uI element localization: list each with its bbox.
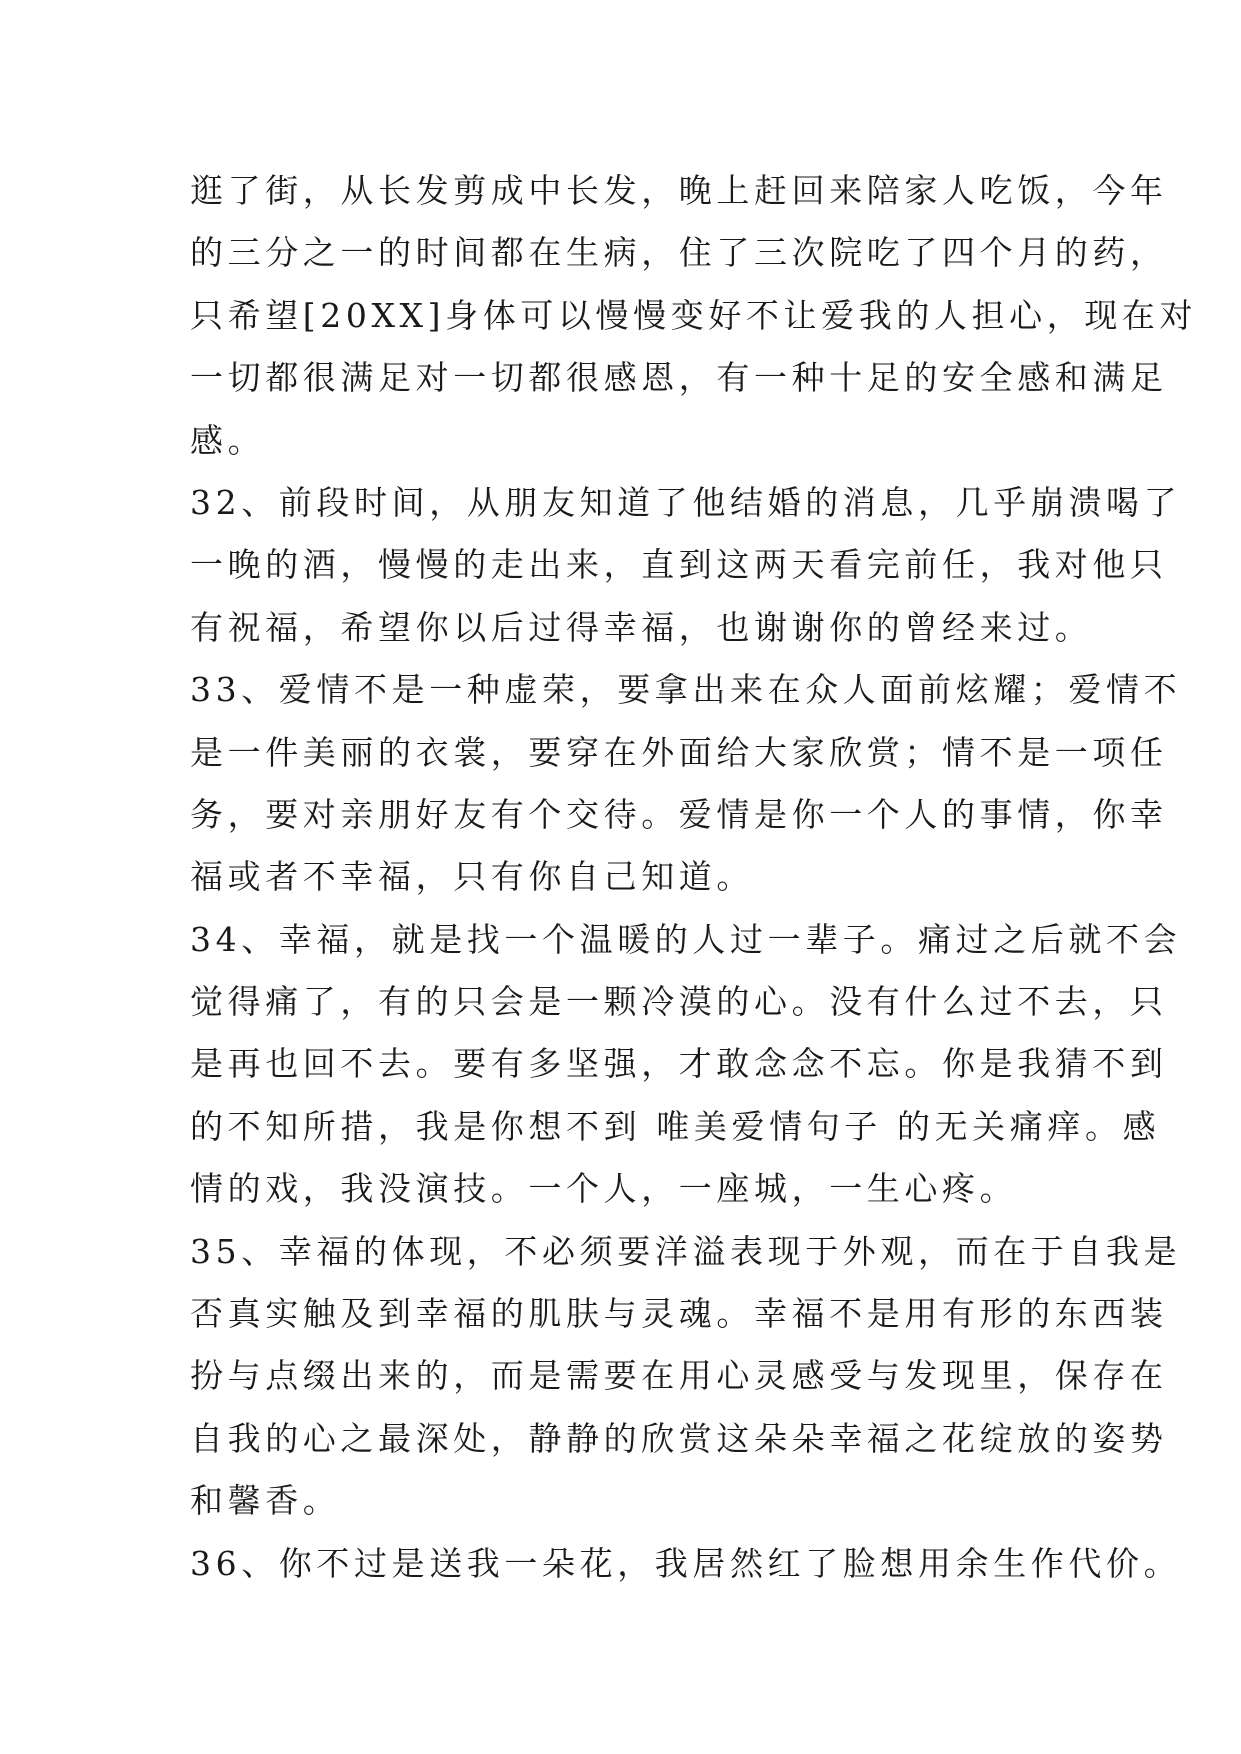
text-line: 只希望[20XX]身体可以慢慢变好不让爱我的人担心，现在对 <box>190 295 1198 335</box>
text-line: 有祝福，希望你以后过得幸福，也谢谢你的曾经来过。 <box>190 607 1093 647</box>
text-line: 和馨香。 <box>190 1481 341 1521</box>
text-line: 一切都很满足对一切都很感恩，有一种十足的安全感和满足 <box>190 358 1168 398</box>
text-line: 的不知所措，我是你想不到 唯美爱情句子 的无关痛痒。感 <box>190 1106 1161 1146</box>
text-line: 感。 <box>190 420 266 460</box>
text-line: 是一件美丽的衣裳，要穿在外面给大家欣赏；情不是一项任 <box>190 732 1168 772</box>
text-line: 36、你不过是送我一朵花，我居然红了脸想用余生作代价。 <box>190 1543 1182 1583</box>
text-line: 的三分之一的时间都在生病，住了三次院吃了四个月的药， <box>190 233 1168 273</box>
document-body <box>190 160 1198 1595</box>
text-line: 觉得痛了，有的只会是一颗冷漠的心。没有什么过不去，只 <box>190 982 1168 1022</box>
text-line: 是再也回不去。要有多坚强，才敢念念不忘。你是我猜不到 <box>190 1044 1168 1084</box>
text-line: 福或者不幸福，只有你自己知道。 <box>190 857 754 897</box>
text-line: 扮与点缀出来的，而是需要在用心灵感受与发现里，保存在 <box>190 1356 1168 1396</box>
text-line: 否真实触及到幸福的肌肤与灵魂。幸福不是用有形的东西装 <box>190 1294 1168 1334</box>
text-line: 35、幸福的体现，不必须要洋溢表现于外观，而在于自我是 <box>190 1231 1182 1271</box>
text-line: 33、爱情不是一种虚荣，要拿出来在众人面前炫耀；爱情不 <box>190 670 1182 710</box>
text-line: 自我的心之最深处，静静的欣赏这朵朵幸福之花绽放的姿势 <box>190 1418 1168 1458</box>
text-line: 34、幸福，就是找一个温暖的人过一辈子。痛过之后就不会 <box>190 919 1182 959</box>
text-line: 情的戏，我没演技。一个人，一座城，一生心疼。 <box>190 1169 1018 1209</box>
text-line: 一晚的酒，慢慢的走出来，直到这两天看完前任，我对他只 <box>190 545 1168 585</box>
text-line: 32、前段时间，从朋友知道了他结婚的消息，几乎崩溃喝了 <box>190 482 1182 522</box>
text-line: 逛了街，从长发剪成中长发，晚上赶回来陪家人吃饭，今年 <box>190 171 1168 210</box>
text-line: 务，要对亲朋好友有个交待。爱情是你一个人的事情，你幸 <box>190 794 1168 834</box>
